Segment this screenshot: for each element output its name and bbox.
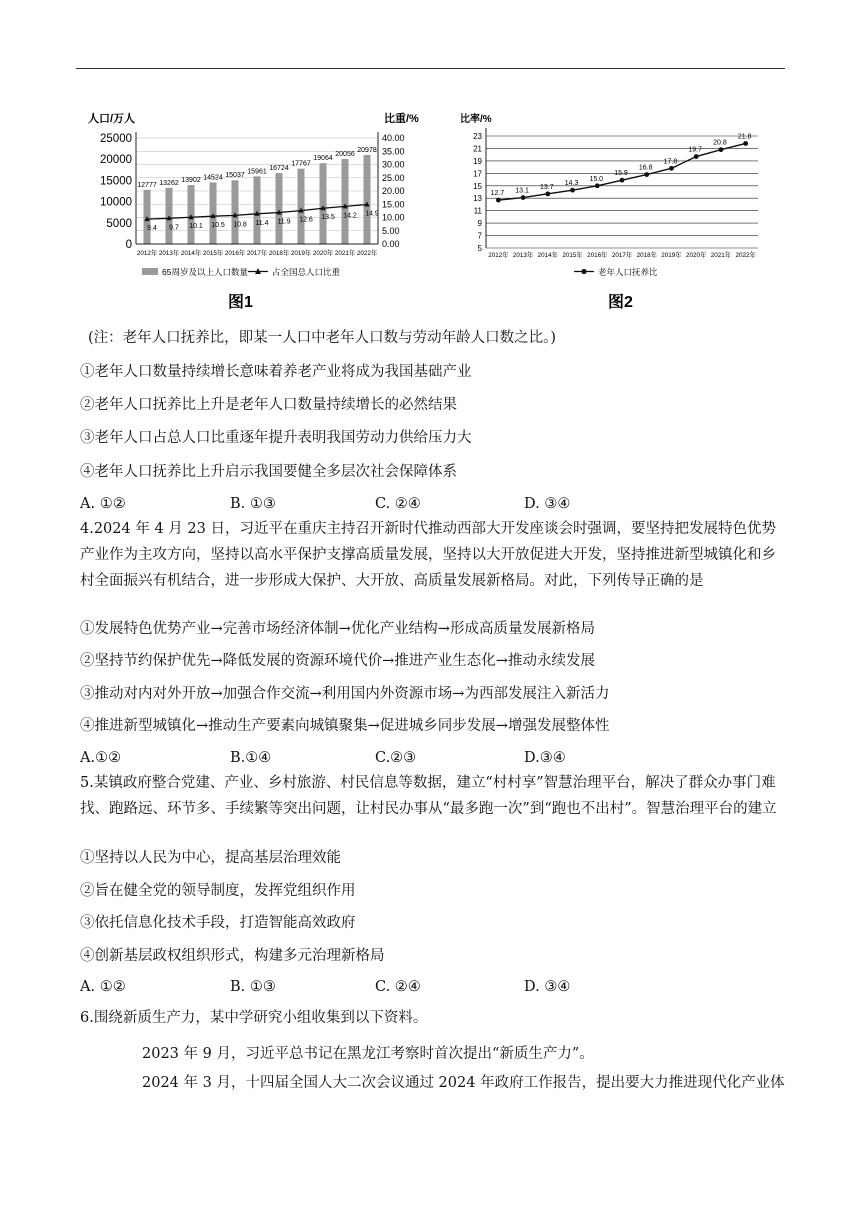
figure-1-chart [88, 111, 419, 311]
figure-2-chart [460, 112, 758, 311]
fig2-line-marker [620, 178, 625, 183]
fig1-x-tick: 2013年 [158, 250, 180, 257]
fig1-right-tick: 0.00 [382, 239, 400, 249]
fig1-line-label: 11.4 [255, 219, 269, 227]
fig1-legend-line-label: 占全国总人口比重 [272, 267, 341, 277]
q5-option-d: D. ③④ [524, 979, 571, 995]
fig1-left-tick: 10000 [100, 196, 132, 209]
fig2-line-marker [595, 183, 600, 188]
q4-option-a: A.①② [80, 750, 122, 766]
fig1-bar [254, 176, 261, 244]
fig1-line-label: 13.5 [321, 214, 335, 222]
fig2-line-marker [719, 147, 724, 152]
fig2-y-tick: 15 [473, 181, 482, 191]
fig2-line-marker [694, 154, 699, 159]
figures [88, 108, 778, 318]
fig1-legend-bar-swatch [142, 268, 158, 275]
q4-item-4: ④推进新型城镇化→推动生产要素向城镇聚集→促进城乡同步发展→增强发展整体性 [80, 718, 610, 734]
fig2-point-label: 14.3 [564, 180, 579, 188]
fig2-axis-label: 比率/% [460, 114, 492, 125]
fig1-bar [364, 155, 371, 244]
fig2-y-tick: 13 [473, 194, 482, 204]
q3-option-b: B. ①③ [230, 496, 276, 512]
fig1-bar [320, 163, 327, 244]
fig2-point-label: 15.9 [614, 170, 628, 178]
fig1-right-tick: 10.00 [382, 212, 405, 223]
note-text: (注：老年人口抚养比，即某一人口中老年人口数与劳动年龄人口数之比。) [88, 330, 557, 346]
fig2-x-tick: 2016年 [587, 252, 608, 259]
fig1-line-label: 14.2 [343, 212, 357, 220]
fig2-y-tick: 11 [473, 206, 482, 216]
fig1-bar-label: 19064 [313, 155, 333, 163]
fig1-x-tick: 2019年 [290, 250, 312, 257]
fig2-line-marker [743, 141, 748, 146]
fig2-y-tick: 23 [473, 132, 482, 141]
fig1-x-tick: 2022年 [356, 250, 378, 257]
fig1-bar [232, 180, 239, 244]
fig2-x-tick: 2022年 [735, 252, 756, 259]
fig1-bar [342, 159, 349, 244]
fig1-x-tick: 2015年 [202, 250, 224, 257]
fig2-x-tick: 2018年 [636, 252, 657, 259]
fig2-point-label: 20.8 [713, 139, 727, 147]
fig2-y-tick: 19 [473, 156, 482, 166]
q6-material-1: 2023 年 9 月，习近平总书记在黑龙江考察时首次提出“新质生产力”。 [142, 1046, 594, 1062]
q3-option-a: A. ①② [80, 496, 126, 512]
q4-item-1: ①发展特色优势产业→完善市场经济体制→优化产业结构→形成高质量发展新格局 [80, 621, 595, 637]
q4-item-3: ③推动对内对外开放→加强合作交流→利用国内外资源市场→为西部发展注入新活力 [80, 686, 610, 702]
fig1-line-label: 11.9 [277, 218, 291, 226]
fig2-x-tick: 2017年 [611, 252, 633, 259]
fig1-bar-label: 13902 [181, 177, 201, 185]
fig2-x-tick: 2019年 [661, 252, 682, 259]
fig2-point-label: 17.8 [663, 158, 678, 166]
fig1-line-label: 10.5 [211, 222, 225, 230]
fig1-caption: 图1 [228, 294, 253, 311]
fig2-point-label: 16.8 [638, 164, 653, 172]
q5-option-b: B. ①③ [230, 979, 276, 995]
fig1-left-tick: 0 [125, 239, 132, 251]
fig1-right-tick: 5.00 [382, 225, 400, 236]
q3-item-1: ①老年人口数量持续增长意味着养老产业将成为我国基础产业 [80, 364, 472, 380]
q3-option-d: D. ③④ [524, 496, 571, 512]
q5-item-4: ④创新基层政权组织形式，构建多元治理新格局 [80, 948, 385, 964]
fig1-bar-label: 15037 [225, 172, 245, 180]
fig2-caption: 图2 [608, 294, 633, 311]
fig2-point-label: 13.7 [540, 183, 554, 191]
q3-item-2: ②老年人口抚养比上升是老年人口数量持续增长的必然结果 [80, 397, 457, 413]
header-rule [76, 68, 785, 69]
fig2-point-label: 21.8 [737, 133, 752, 141]
fig2-x-tick: 2020年 [686, 252, 707, 259]
fig1-left-axis-label: 人口/万人 [88, 113, 136, 125]
fig2-x-tick: 2012年 [488, 252, 509, 259]
q5-item-1: ①坚持以人民为中心，提高基层治理效能 [80, 850, 341, 866]
fig2-point-label: 15.0 [589, 175, 604, 183]
q6-stem: 6.围绕新质生产力，某中学研究小组收集到以下资料。 [80, 1010, 428, 1026]
fig1-left-tick: 25000 [100, 133, 132, 145]
fig2-line-marker [496, 198, 501, 203]
fig1-x-tick: 2020年 [312, 250, 334, 257]
fig2-line-marker [570, 188, 575, 193]
q6-material-2: 2024 年 3 月，十四届全国人大二次会议通过 2024 年政府工作报告，提出要大力推进现代化产业体 [142, 1075, 785, 1091]
q4-stem: 4.2024 年 4 月 23 日，习近平在重庆主持召开新时代推动西部大开发座谈会时强调，要坚持把发展特色优势产业作为主攻方向，坚持以高水平保护支撑高质量发展，坚持以大开放促进大开发，坚持推进新型城镇化和乡村全面振兴有机结合，进一步形成大保护、大开放、高质量发展新格局。对此，下列传导正确的是 [80, 521, 776, 589]
q5-item-3: ③依托信息化技术手段，打造智能高效政府 [80, 915, 356, 931]
fig2-y-tick: 9 [477, 219, 482, 229]
fig1-x-tick: 2021年 [334, 250, 356, 257]
fig1-left-tick: 20000 [100, 154, 132, 167]
q4-option-d: D.③④ [524, 750, 566, 766]
q4-item-2: ②坚持节约保护优先→降低发展的资源环境代价→推进产业生态化→推动永续发展 [80, 653, 595, 669]
fig1-bar-label: 16724 [269, 165, 289, 173]
fig2-x-tick: 2014年 [537, 252, 558, 259]
fig1-right-tick: 25.00 [382, 172, 405, 183]
fig2-y-tick: 5 [477, 244, 482, 253]
fig2-x-tick: 2015年 [562, 252, 583, 259]
fig2-x-tick: 2021年 [710, 252, 732, 259]
fig1-x-tick: 2012年 [136, 250, 158, 257]
fig2-y-tick: 21 [473, 144, 482, 154]
fig2-point-label: 19.7 [688, 146, 702, 154]
fig1-bar-label: 12777 [137, 181, 157, 189]
fig2-point-label: 13.1 [515, 187, 529, 195]
fig1-line-label: 9.7 [169, 224, 179, 232]
fig1-right-tick: 15.00 [382, 199, 405, 210]
q3-option-c: C. ②④ [375, 496, 421, 512]
fig1-right-tick: 30.00 [382, 159, 405, 170]
fig1-x-tick: 2017年 [246, 250, 268, 257]
fig1-line-label: 14.9 [365, 210, 379, 218]
fig1-bar-label: 20056 [335, 150, 355, 158]
fig1-bar-label: 14524 [203, 174, 223, 182]
fig1-bar-label: 17767 [291, 160, 311, 168]
fig1-right-tick: 40.00 [382, 133, 405, 143]
fig1-bar [298, 169, 305, 244]
fig1-right-axis-label: 比重/% [384, 113, 419, 125]
fig1-left-tick: 15000 [100, 175, 132, 188]
fig1-line-label: 9.4 [147, 225, 157, 233]
fig1-bar [276, 173, 283, 244]
fig1-right-tick: 20.00 [382, 186, 405, 196]
fig1-bar-label: 13262 [159, 179, 179, 187]
fig2-x-tick: 2013年 [512, 252, 534, 259]
fig2-legend-line-marker [581, 269, 586, 274]
fig2-y-tick: 7 [477, 231, 482, 241]
fig2-line-marker [521, 195, 526, 200]
q5-option-a: A. ①② [80, 979, 126, 995]
fig2-legend-label: 老年人口抚养比 [598, 267, 658, 277]
fig1-line-label: 10.8 [233, 221, 247, 229]
fig1-right-tick: 35.00 [382, 146, 405, 157]
q5-stem: 5.某镇政府整合党建、产业、乡村旅游、村民信息等数据，建立“村村享”智慧治理平台，解决了群众办事门难找、跑路远、环节多、手续繁等突出问题，让村民办事从“最多跑一次”到“跑也不出村”。智慧治理平台的建立 [80, 775, 777, 817]
fig1-x-tick: 2016年 [224, 250, 246, 257]
fig2-point-label: 12.7 [490, 190, 505, 198]
fig2-line-marker [545, 191, 550, 196]
fig2-line-marker [644, 172, 649, 177]
fig1-bar-label: 15961 [247, 168, 267, 176]
fig1-legend-bar-label: 65周岁及以上人口数量 [162, 267, 248, 277]
fig1-left-tick: 5000 [106, 217, 132, 230]
q5-option-c: C. ②④ [375, 979, 421, 995]
q5-item-2: ②旨在健全党的领导制度，发挥党组织作用 [80, 883, 356, 899]
q3-item-4: ④老年人口抚养比上升启示我国要健全多层次社会保障体系 [80, 464, 457, 480]
fig1-x-tick: 2014年 [180, 250, 202, 257]
fig2-y-tick: 17 [473, 169, 482, 179]
q4-option-c: C.②③ [375, 750, 417, 766]
fig1-line-label: 10.1 [189, 223, 203, 231]
fig1-bar-label: 20978 [357, 147, 377, 155]
q3-item-3: ③老年人口占总人口比重逐年提升表明我国劳动力供给压力大 [80, 430, 472, 446]
fig2-line-marker [669, 166, 674, 171]
fig1-x-tick: 2018年 [268, 250, 290, 257]
q4-option-b: B.①④ [230, 750, 272, 766]
fig1-line-label: 12.6 [299, 216, 313, 224]
